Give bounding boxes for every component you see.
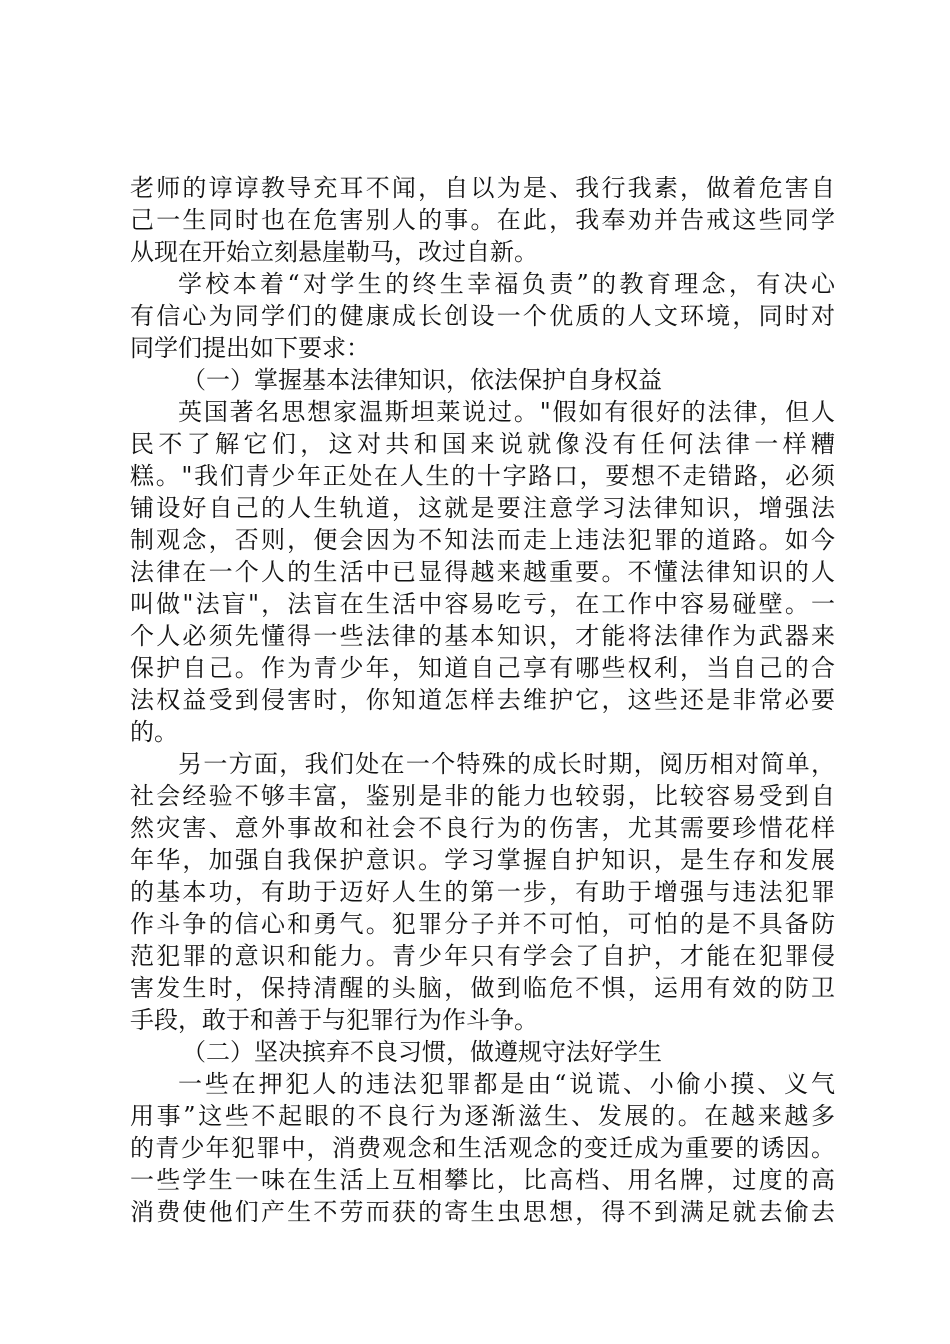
text-line: 叫做"法盲"，法盲在生活中容易吃亏，在工作中容易碰壁。一 [130, 590, 835, 618]
text-line: 消费使他们产生不劳而获的寄生虫思想，得不到满足就去偷去 [130, 1198, 835, 1226]
section-heading-1: （一）掌握基本法律知识，依法保护自身权益 [182, 366, 662, 394]
text-line: 保护自己。作为青少年，知道自己享有哪些权利，当自己的合 [130, 654, 835, 682]
text-line: 糕。"我们青少年正处在人生的十字路口，要想不走错路，必须 [130, 462, 835, 490]
text-line: 同学们提出如下要求： [130, 334, 370, 362]
text-line: 民不了解它们，这对共和国来说就像没有任何法律一样糟 [130, 430, 835, 458]
paragraph-start-line: 一些在押犯人的违法犯罪都是由“说谎、小偷小摸、义气 [178, 1070, 835, 1098]
text-line: 个人必须先懂得一些法律的基本知识，才能将法律作为武器来 [130, 622, 835, 650]
text-line: 法律在一个人的生活中已显得越来越重要。不懂法律知识的人 [130, 558, 835, 586]
text-line: 铺设好自己的人生轨道，这就是要注意学习法律知识，增强法 [130, 494, 835, 522]
text-line: 然灾害、意外事故和社会不良行为的伤害，尤其需要珍惜花样 [130, 814, 835, 842]
text-line: 范犯罪的意识和能力。青少年只有学会了自护，才能在犯罪侵 [130, 942, 835, 970]
text-line: 的基本功，有助于迈好人生的第一步，有助于增强与违法犯罪 [130, 878, 835, 906]
section-heading-2: （二）坚决摈弃不良习惯，做遵规守法好学生 [182, 1038, 662, 1066]
text-line: 一些学生一味在生活上互相攀比，比高档、用名牌，过度的高 [130, 1166, 835, 1194]
text-line: 社会经验不够丰富，鉴别是非的能力也较弱，比较容易受到自 [130, 782, 835, 810]
text-line: 己一生同时也在危害别人的事。在此，我奉劝并告戒这些同学 [130, 206, 835, 234]
paragraph-start-line: 学校本着“对学生的终生幸福负责”的教育理念，有决心 [178, 270, 835, 298]
text-line: 有信心为同学们的健康成长创设一个优质的人文环境，同时对 [130, 302, 835, 330]
paragraph-start-line: 另一方面，我们处在一个特殊的成长时期，阅历相对简单， [178, 750, 835, 778]
document-body [130, 172, 835, 1228]
text-line: 的。 [130, 718, 178, 746]
paragraph-start-line: 英国著名思想家温斯坦莱说过。"假如有很好的法律，但人 [178, 398, 835, 426]
text-line: 法权益受到侵害时，你知道怎样去维护它，这些还是非常必要 [130, 686, 835, 714]
text-line: 制观念，否则，便会因为不知法而走上违法犯罪的道路。如今 [130, 526, 835, 554]
text-line: 作斗争的信心和勇气。犯罪分子并不可怕，可怕的是不具备防 [130, 910, 835, 938]
text-line: 从现在开始立刻悬崖勒马，改过自新。 [130, 238, 538, 266]
text-line: 年华，加强自我保护意识。学习掌握自护知识，是生存和发展 [130, 846, 835, 874]
text-line: 手段，敢于和善于与犯罪行为作斗争。 [130, 1006, 538, 1034]
text-line: 的青少年犯罪中，消费观念和生活观念的变迁成为重要的诱因。 [130, 1134, 835, 1162]
text-line: 老师的谆谆教导充耳不闻，自以为是、我行我素，做着危害自 [130, 174, 835, 202]
text-line: 用事”这些不起眼的不良行为逐渐滋生、发展的。在越来越多 [130, 1102, 835, 1130]
text-line: 害发生时，保持清醒的头脑，做到临危不惧，运用有效的防卫 [130, 974, 835, 1002]
